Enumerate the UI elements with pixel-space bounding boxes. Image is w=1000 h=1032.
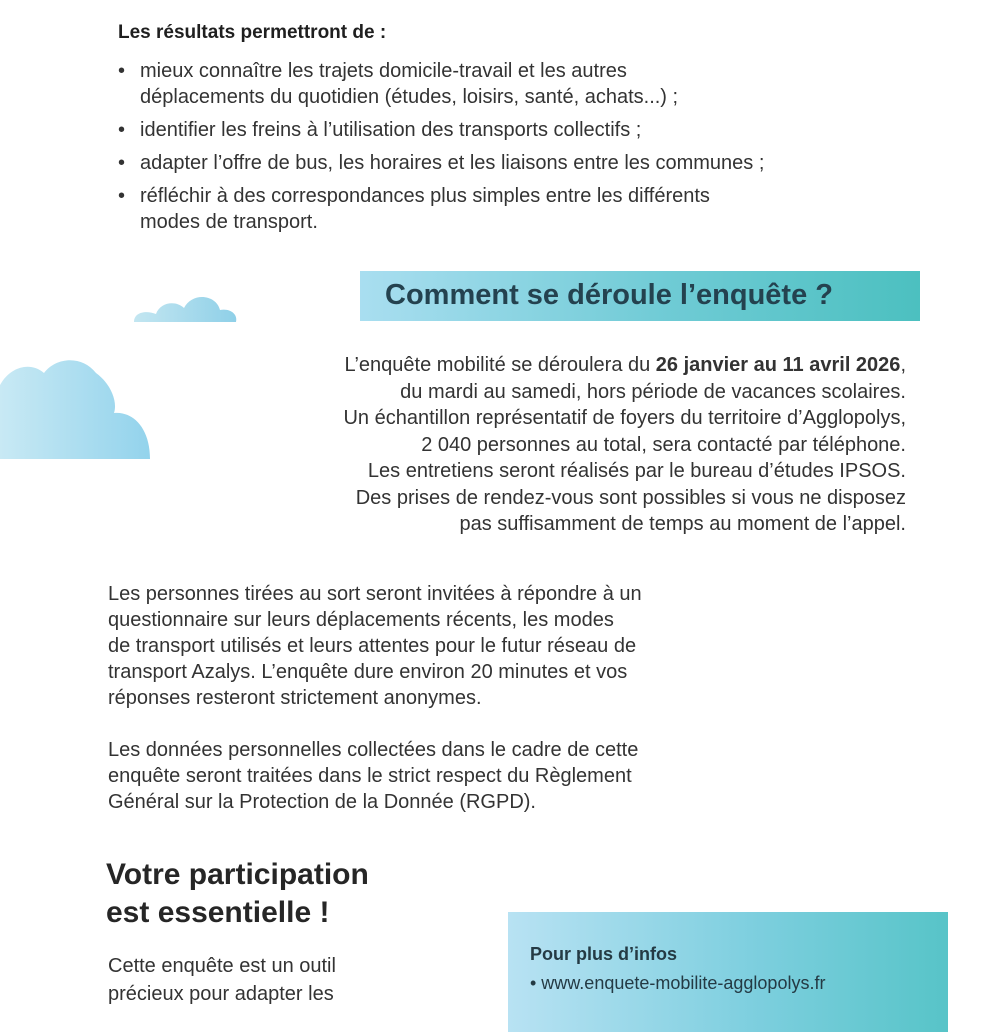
- info-box-title: Pour plus d’infos: [530, 944, 677, 964]
- questionnaire-paragraph: Les personnes tirées au sort seront invitées à répondre à un questionnaire sur leurs déplacements récents, les modes de transport utilisés et leurs attentes pour le futur réseau de transport Azalys. L’enquête dure environ 20 minutes et vos réponses resteront strictement anonymes.: [108, 583, 642, 709]
- section-title: Comment se déroule l’enquête ?: [385, 279, 833, 311]
- survey-dates: 26 janvier au 11 avril 2026: [655, 354, 901, 376]
- bullet: •: [118, 60, 126, 82]
- section-banner: [360, 271, 920, 321]
- list-item: • adapter l’offre de bus, les horaires et les liaisons entre les communes ;: [118, 152, 765, 174]
- bullet: •: [118, 152, 126, 174]
- privacy-paragraph: Les données personnelles collectées dans le cadre de cette enquête seront traitées dans le strict respect du Règlement Général sur la Protection de la Donnée (RGPD).: [108, 739, 639, 813]
- info-box: [508, 912, 948, 1032]
- small-cloud-illustration: [130, 288, 240, 324]
- participation-paragraph: Cette enquête est un outil précieux pour adapter les: [108, 955, 336, 1005]
- website-link[interactable]: • www.enquete-mobilite-agglopolys.fr: [530, 973, 826, 993]
- list-item: • réfléchir à des correspondances plus simples entre les différents modes de transport.: [118, 185, 710, 233]
- bullet: •: [118, 119, 126, 141]
- list-item: • mieux connaître les trajets domicile-travail et les autres déplacements du quotidien (études, loisirs, santé, achats...) ;: [118, 60, 679, 108]
- results-list: [118, 58, 918, 242]
- bullet: •: [118, 185, 126, 207]
- large-cloud-illustration: [0, 355, 152, 460]
- results-heading: Les résultats permettront de :: [118, 22, 387, 43]
- participation-heading: Votre participation est essentielle !: [106, 858, 369, 929]
- survey-schedule-paragraph: L’enquête mobilité se déroulera du 26 janvier au 11 avril 2026, du mardi au samedi, hors période de vacances scolaires. Un échantillon représentatif de foyers du territoire d’Agglopolys, 2 040 personnes au total, sera contacté par téléphone. Les entretiens seront réalisés par le bureau d’études IPSOS. Des prises de rendez-vous sont possibles si vous ne disposez pas suffisamment de temps au moment de l’appel.: [343, 354, 906, 535]
- list-item: • identifier les freins à l’utilisation des transports collectifs ;: [118, 119, 642, 141]
